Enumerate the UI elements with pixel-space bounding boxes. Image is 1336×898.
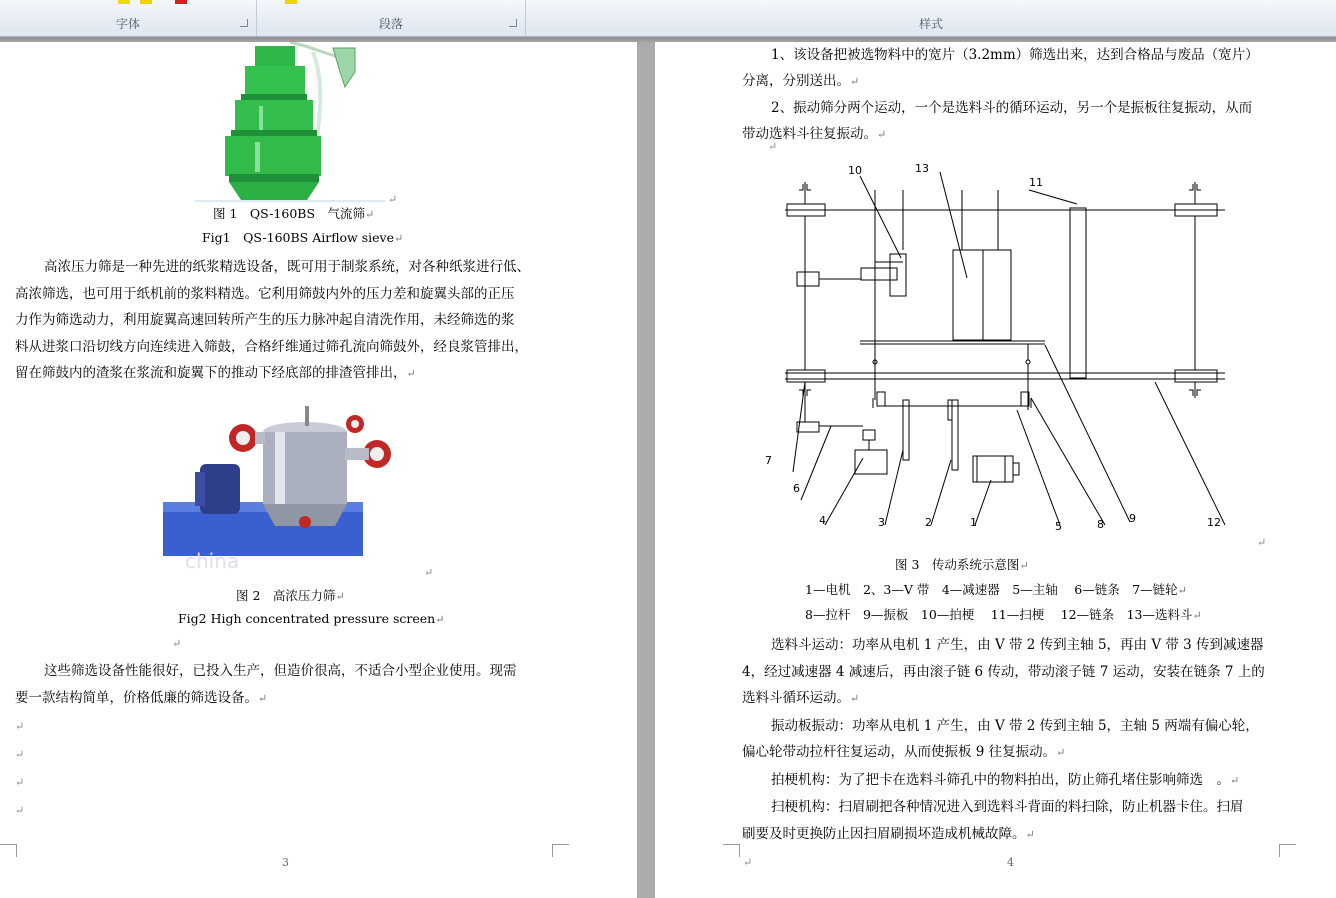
ribbon-group-paragraph [257, 0, 526, 36]
paragraph-dialog-launcher-icon[interactable] [509, 19, 517, 27]
text-line: 带动选料斗往复振动。 [742, 126, 877, 142]
diagram-label-1: 1 [970, 516, 977, 529]
fig3-caption: 图 3 传动系统示意图↵ [895, 557, 1029, 572]
ribbon-group-styles [526, 0, 1336, 36]
fig2-caption-cn: 图 2 高浓压力筛↵ [236, 588, 345, 603]
fig1-caption-en: Fig1 QS-160BS Airflow sieve↵ [202, 230, 404, 245]
fig2-pressure-screen-image [155, 402, 405, 572]
paragraph-pressure-screen: 高浓压力筛是一种先进的纸浆精选设备，既可用于制浆系统，对各种纸浆进行低、 高浓筛选，也可用于纸机前的浆料精选。它利用筛鼓内外的压力差和旋翼头部的正压 力作为筛选动力，利用旋翼高速回转所产生的压力脉冲起自清洗作用，未经筛选的浆 料从进浆口沿切线方向连续进入筛鼓，合格纤维通过筛孔流向筛鼓外，经良浆管排出， 留在筛鼓内的渣浆在浆流和旋翼下的推动下经底部的排渣管排出，↵ [15, 254, 575, 388]
text-line: 选料斗循环运动。 [742, 690, 850, 706]
text-line: 扫梗机构：扫眉刷把各种情况进入到选料斗背面的料扫除，防止机器卡住。扫眉 [771, 799, 1244, 815]
text-line: 拍梗机构：为了把卡在选料斗筛孔中的物料拍出，防止筛孔堵住影响筛选 。 [771, 771, 1230, 788]
diagram-label-2: 2 [925, 516, 932, 529]
diagram-label-12: 12 [1207, 516, 1221, 529]
text-line: 高浓筛选，也可用于纸机前的浆料精选。它利用筛鼓内外的压力差和旋翼头部的正压 [15, 285, 515, 302]
ribbon-group-font [0, 0, 257, 36]
diagram-label-9: 9 [1129, 512, 1136, 525]
fig1-airflow-sieve-image [195, 42, 385, 202]
document-page-3[interactable]: ↵ 图 1 QS-160BS 气流筛↵ Fig1 QS-160BS Airflow sieve↵ 高浓压力筛是一种先进的纸浆精选设备，既可用于制浆系统，对各种纸浆进行低、 高浓筛选，也可用于纸机前的浆料精选。它利用筛鼓内外的压力差和旋翼头部的正压 力作为筛选动力，利用旋翼高速回转所产生的压力脉冲起自清洗作用，未经筛选的浆 料从进浆口沿切线方向连续进入筛鼓，合格纤维通过筛孔流向筛鼓外，经良浆管排出， 留在筛鼓内的渣浆在浆流和旋翼下的推动下经底部的排渣管排出，↵ china ↵ 图 2 高浓压力筛↵ Fig2 High concentrated pressure screen↵ ↵ 这些筛选设备性能很好，已投入生产，但造价很高，不适合小型企业使用。现需 要一款结构简单，价格低廉的筛选设备。↵ ↵ ↵ ↵ ↵ 3 [0, 42, 637, 898]
fig1-caption-cn: 图 1 QS-160BS 气流筛↵ [213, 206, 375, 221]
fig2-watermark-text: china [185, 549, 240, 572]
fig3-legend-line2: 8—拉杆 9—振板 10—拍梗 11—扫梗 12—链条 13—选料斗↵ [805, 607, 1202, 622]
text-line: 偏心轮带动拉杆往复运动，从而使振板 9 往复振动。 [742, 744, 1057, 760]
ribbon-group-paragraph-label: 段落 [378, 17, 403, 31]
text-line: 留在筛鼓内的渣浆在浆流和旋翼下的推动下经底部的排渣管排出， [15, 365, 407, 381]
text-line: 4，经过减速器 4 减速后，再由滚子链 6 传动，带动滚子链 7 运动，安装在链条 7 上的 [742, 663, 1265, 680]
diagram-label-11: 11 [1029, 176, 1043, 189]
ribbon-group-styles-label: 样式 [918, 17, 943, 31]
text-line: 刷要及时更换防止因扫眉刷损坏造成机械故障。 [742, 825, 1026, 842]
paragraph-cost-note: 这些筛选设备性能很好，已投入生产，但造价很高，不适合小型企业使用。现需 要一款结构简单，价格低廉的筛选设备。↵ [15, 658, 575, 712]
paragraph-mechanisms: 选料斗运动：功率从电机 1 产生，由 V 带 2 传到主轴 5，再由 V 带 3 传到减速器 4，经过减速器 4 减速后，再由滚子链 6 传动，带动滚子链 7 运动，安装在链条 7 上的 选料斗循环运动。↵ 振动板振动：功率从电机 1 产生，由 V 带 2 传到主轴 5，主轴 5 两端有偏心轮， 偏心轮带动拉杆往复运动，从而使振板 9 往复振动。↵ 拍梗机构：为了把卡在选料斗筛孔中的物料拍出，防止筛孔堵住影响筛选 。↵ 扫梗机构：扫眉刷把各种情况进入到选料斗背面的料扫除，防止机器卡住。扫眉 刷要及时更换防止因扫眉刷损坏造成机械故障。↵ [742, 632, 1302, 848]
diagram-label-10: 10 [848, 164, 862, 177]
ribbon [0, 0, 1336, 37]
text-line: 1、该设备把被选物料中的宽片（3.2mm）筛选出来，达到合格品与废品（宽片） [771, 47, 1259, 63]
page-number: 3 [282, 856, 289, 869]
diagram-label-8: 8 [1097, 518, 1104, 531]
diagram-label-7: 7 [765, 454, 772, 467]
fig2-caption-en: Fig2 High concentrated pressure screen↵ [178, 611, 445, 626]
text-line: 要一款结构简单，价格低廉的筛选设备。 [15, 690, 258, 706]
text-line: 力作为筛选动力，利用旋翼高速回转所产生的压力脉冲起自清洗作用，未经筛选的浆 [15, 312, 515, 328]
paragraph-intro: 1、该设备把被选物料中的宽片（3.2mm）筛选出来，达到合格品与废品（宽片） 分离，分别送出。↵ 2、振动筛分两个运动，一个是选料斗的循环运动，另一个是振板往复振动，从而 带动选料斗往复振动。↵ [742, 42, 1302, 148]
page-number: 4 [1007, 856, 1014, 869]
margin-corner-mark [552, 844, 569, 857]
margin-corner-mark [723, 844, 740, 857]
fig3-transmission-diagram [755, 160, 1255, 540]
text-line: 分离，分别送出。 [742, 73, 850, 89]
diagram-label-4: 4 [819, 514, 826, 527]
margin-corner-mark [0, 844, 17, 857]
text-line: 高浓压力筛是一种先进的纸浆精选设备，既可用于制浆系统，对各种纸浆进行低、 [44, 259, 530, 275]
fig3-legend-line1: 1—电机 2、3—V 带 4—减速器 5—主轴 6—链条 7—链轮↵ [805, 582, 1187, 597]
diagram-label-5: 5 [1055, 520, 1062, 533]
text-line: 2、振动筛分两个运动，一个是选料斗的循环运动，另一个是振板往复振动，从而 [771, 100, 1253, 116]
text-line: 料从进浆口沿切线方向连续进入筛鼓，合格纤维通过筛孔流向筛鼓外，经良浆管排出， [15, 338, 528, 355]
diagram-label-13: 13 [915, 162, 929, 175]
text-line: 振动板振动：功率从电机 1 产生，由 V 带 2 传到主轴 5，主轴 5 两端有偏心轮， [771, 717, 1259, 734]
text-line: 这些筛选设备性能很好，已投入生产，但造价很高，不适合小型企业使用。现需 [44, 663, 517, 679]
font-dialog-launcher-icon[interactable] [240, 19, 248, 27]
ribbon-group-font-label: 字体 [115, 17, 140, 31]
diagram-label-3: 3 [878, 516, 885, 529]
margin-corner-mark [1279, 844, 1296, 857]
document-page-4[interactable]: 1、该设备把被选物料中的宽片（3.2mm）筛选出来，达到合格品与废品（宽片） 分离，分别送出。↵ 2、振动筛分两个运动，一个是选料斗的循环运动，另一个是振板往复振动，从而 带动选料斗往复振动。↵ ↵ 1 2 3 4 5 6 7 8 9 10 11 12 13 ↵ 图 3 传动系统示意图↵ 1—电机 2、3—V 带 4—减速器 5—主轴 6—链条 7—链轮↵ 8—拉杆 9—振板 10—拍梗 11—扫梗 12—链条 13—选料斗↵ 选料斗运动：功率从电机 1 产生，由 V 带 2 传到主轴 5，再由 V 带 3 传到减速器 4，经过减速器 4 减速后，再由滚子链 6 传动，带动滚子链 7 运动，安装在链条 7 上的 选料斗循环运动。↵ 振动板振动：功率从电机 1 产生，由 V 带 2 传到主轴 5，主轴 5 两端有偏心轮， 偏心轮带动拉杆往复运动，从而使振板 9 往复振动。↵ 拍梗机构：为了把卡在选料斗筛孔中的物料拍出，防止筛孔堵住影响筛选 。↵ 扫梗机构：扫眉刷把各种情况进入到选料斗背面的料扫除，防止机器卡住。扫眉 刷要及时更换防止因扫眉刷损坏造成机械故障。↵ ↵ 4 [655, 42, 1336, 898]
text-line: 选料斗运动：功率从电机 1 产生，由 V 带 2 传到主轴 5，再由 V 带 3 传到减速器 [771, 637, 1264, 653]
diagram-label-6: 6 [793, 482, 800, 495]
